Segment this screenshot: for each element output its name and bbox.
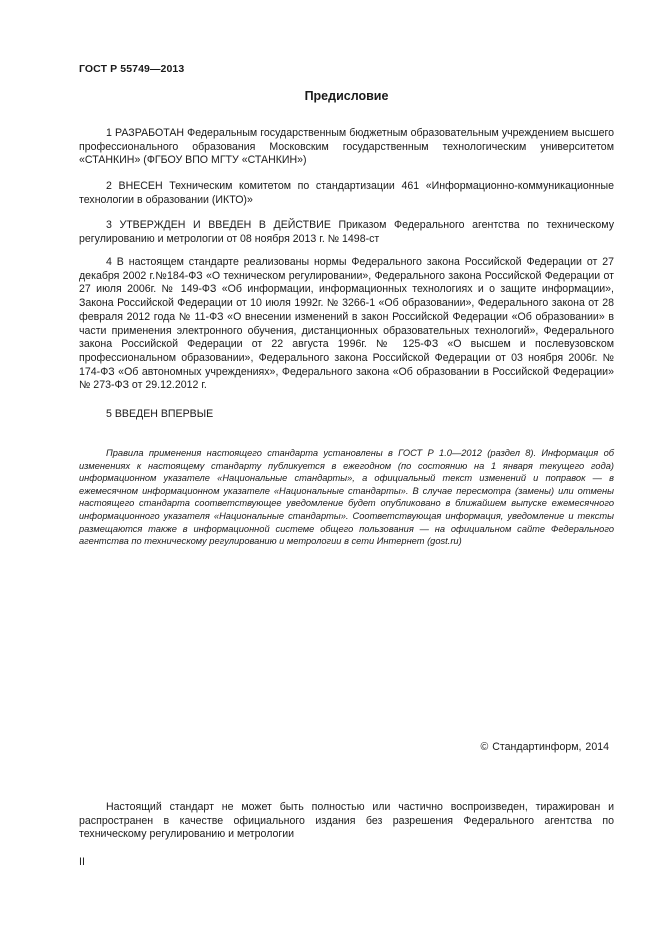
copyright-line: © Стандартинформ, 2014 bbox=[480, 741, 609, 753]
paragraph-legal-norms: 4 В настоящем стандарте реализованы нормы Федерального закона Российской Федерации от 27 декабря 2002 г.№184-ФЗ «О техническом регулировании», Федерального закона Российской Федерации от 27 июля 2006г. № 149-ФЗ «Об информации, информационных технологиях и о защите информации», Закона Российской Федерации от 10 июля 1992г. № 3266-1 «Об образовании», Федерального закона от 28 февраля 2012 года № 11-ФЗ «О внесении изменений в закон Российской Федерации «Об образовании» в части применения электронного обучения, дистанционных образовательных технологий», Федерального закона Российской Федерации от 22 августа 1996г. № 125-ФЗ «О высшем и послевузовском профессиональном образовании», Федерального закона Российской Федерации от 03 ноября 2006г. № 174-ФЗ «Об автономных учреждениях», Федерального закона «Об образовании в Российской Федерации» № 273-ФЗ от 29.12.2012 г. bbox=[79, 256, 614, 392]
paragraph-approved: 3 УТВЕРЖДЕН И ВВЕДЕН В ДЕЙСТВИЕ Приказом Федерального агентства по техническому регулированию и метрологии от 08 ноября 2013 г. № 1498-ст bbox=[79, 219, 614, 245]
paragraph-developed: 1 РАЗРАБОТАН Федеральным государственным бюджетным образовательным учреждением высшего профессионального образования Московским государственным технологическим университетом «СТАНКИН» (ФГБОУ ВПО МГТУ «СТАНКИН») bbox=[79, 127, 614, 167]
page-title: Предисловие bbox=[304, 89, 389, 103]
document-code: ГОСТ Р 55749—2013 bbox=[79, 63, 185, 75]
page-number: II bbox=[79, 856, 85, 868]
paragraph-introduced: 2 ВНЕСЕН Техническим комитетом по стандартизации 461 «Информационно-коммуникационные технологии в образовании (ИКТО)» bbox=[79, 180, 614, 206]
paragraph-first-introduced: 5 ВВЕДЕН ВПЕРВЫЕ bbox=[106, 408, 214, 420]
reproduction-rights: Настоящий стандарт не может быть полностью или частично воспроизведен, тиражирован и распространен в качестве официального издания без разрешения Федерального агентства по техническому регулированию и метрологии bbox=[79, 801, 614, 841]
application-notice: Правила применения настоящего стандарта установлены в ГОСТ Р 1.0—2012 (раздел 8). Информация об изменениях к настоящему стандарту публикуется в ежегодном (по состоянию на 1 января текущего года) информационном указателе «Национальные стандарты», а официальный текст изменений и поправок — в ежемесячном информационном указателе «Национальные стандарты». В случае пересмотра (замены) или отмены настоящего стандарта соответствующее уведомление будет опубликовано в ближайшем выпуске ежемесячного информационного указателя «Национальные стандарты». Соответствующая информация, уведомление и тексты размещаются также в информационной системе общего пользования — на официальном сайте Федерального агентства по техническому регулированию и метрологии в сети Интернет (gost.ru) bbox=[79, 448, 614, 547]
